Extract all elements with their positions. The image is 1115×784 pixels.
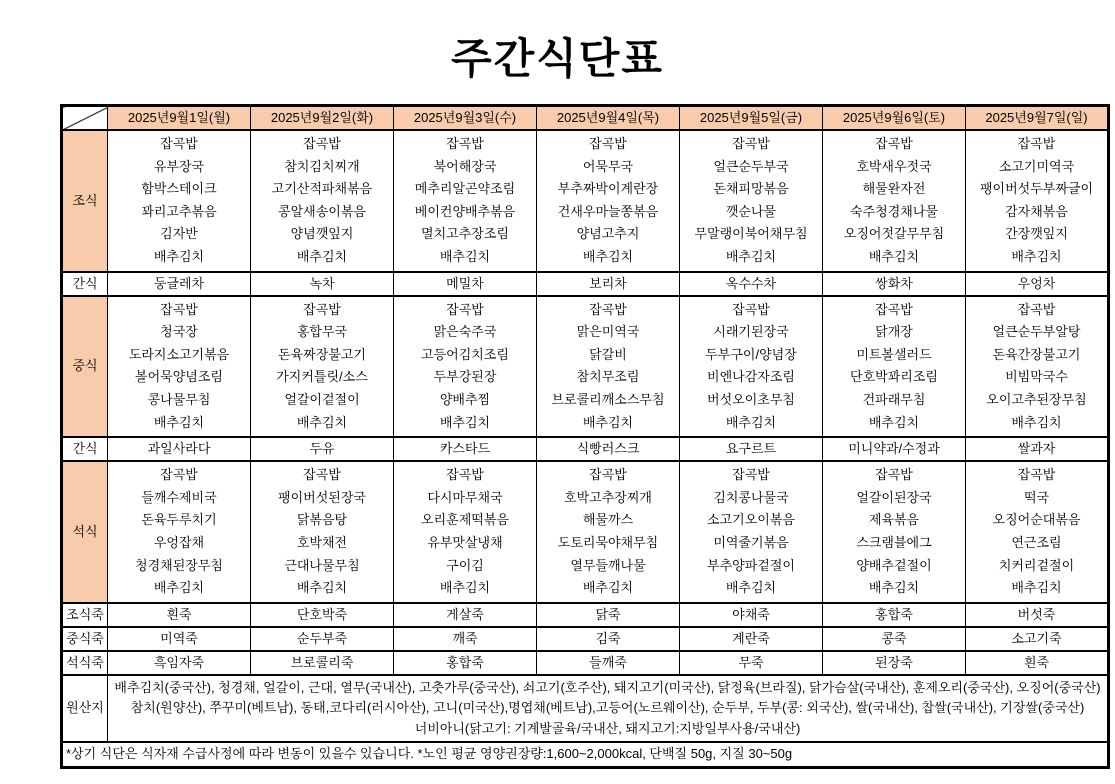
- menu-item: 잡곡밥: [303, 136, 341, 151]
- single-cell: 들깨죽: [537, 651, 680, 675]
- menu-item: 배추김치: [1011, 248, 1062, 264]
- origin-line: 배추김치(중국산), 청경채, 얼갈이, 근대, 열무(국내산), 고춧가루(중국산), 쇠고기(호주산), 돼지고기(미국산), 닭정육(브라질), 닭가슴살(국내산), 훈제오리(중국산), 오징어(중국산): [114, 679, 1101, 695]
- menu-item: 구이김: [446, 557, 484, 573]
- menu-item: 청국장: [160, 324, 198, 340]
- origin-line: 너비아니(닭고기: 기계발골육/국내산, 돼지고기:지방일부사용/국내산): [414, 720, 801, 736]
- menu-cell: [251, 461, 394, 603]
- single-cell: 녹차: [251, 272, 394, 296]
- section-row-조식죽: [62, 603, 1109, 627]
- menu-item: 배추김치: [725, 414, 777, 430]
- row-label: 조식: [62, 130, 108, 272]
- menu-item: 해물까스: [582, 512, 634, 528]
- menu-item: 얼큰순두부알탕: [992, 324, 1081, 340]
- menu-item: 오이고추된장무침: [986, 391, 1087, 407]
- menu-item: 잡곡밥: [446, 136, 484, 151]
- menu-item: 스크램블에그: [856, 534, 932, 550]
- menu-cell: [394, 461, 537, 603]
- menu-item: 감자채볶음: [1005, 203, 1068, 219]
- menu-item: 양배추찜: [439, 391, 491, 407]
- menu-item: 배추김치: [582, 414, 634, 430]
- row-label: 중식죽: [62, 627, 108, 651]
- menu-item: 돈육간장불고기: [992, 346, 1081, 362]
- menu-item: 잡곡밥: [303, 301, 341, 317]
- menu-item: 오징어젓갈무무침: [843, 226, 945, 242]
- menu-item: 잡곡밥: [446, 301, 484, 317]
- menu-item: 무말랭이북어채무침: [694, 226, 808, 242]
- single-cell: 두유: [251, 437, 394, 461]
- single-cell: 야채죽: [680, 603, 823, 627]
- menu-item: 떡국: [1023, 489, 1050, 505]
- menu-item: 돈육짜장불고기: [278, 346, 366, 362]
- menu-item: 잡곡밥: [732, 136, 770, 151]
- menu-item: 치커리겉절이: [998, 557, 1075, 573]
- menu-item: 얼갈이겉절이: [284, 391, 360, 407]
- single-cell: 식빵러스크: [537, 437, 680, 461]
- menu-item: 배추김치: [296, 414, 348, 430]
- menu-item: 팽이버섯두부짜글이: [979, 181, 1094, 197]
- menu-item: 배추김치: [439, 580, 491, 596]
- section-row-석식: [62, 461, 1109, 603]
- date-header: 2025년9월4일(목): [537, 106, 680, 131]
- single-cell: 홍합죽: [823, 603, 966, 627]
- row-label: 석식: [62, 461, 108, 603]
- menu-item: 버섯오이초무침: [707, 391, 795, 407]
- section-row-석식죽: [62, 651, 1109, 675]
- menu-item: 김자반: [160, 226, 198, 242]
- menu-cell: [108, 461, 251, 603]
- menu-item: 고기산적파채볶음: [271, 181, 373, 197]
- section-row-중식죽: [62, 627, 1109, 651]
- footnote-row: [62, 742, 1109, 767]
- menu-item: 배추김치: [868, 248, 920, 264]
- menu-cell: [823, 461, 966, 603]
- menu-item: 오징어순대볶음: [992, 512, 1081, 528]
- menu-item: 배추김치: [153, 580, 205, 596]
- menu-item: 잡곡밥: [875, 301, 913, 317]
- menu-item: 배추김치: [868, 414, 920, 430]
- menu-item: 돈육두루치기: [141, 512, 217, 528]
- date-header: 2025년9월1일(월): [108, 106, 251, 131]
- menu-item: 잡곡밥: [303, 467, 341, 483]
- menu-item: 팽이버섯된장국: [278, 489, 366, 505]
- menu-cell: [537, 130, 680, 272]
- single-cell: 과일사라다: [108, 437, 251, 461]
- section-row-중식: [62, 296, 1109, 438]
- menu-item: 우엉잡채: [153, 534, 205, 550]
- menu-item: 호박고추장찌개: [564, 489, 652, 505]
- date-header: 2025년9월3일(수): [394, 106, 537, 131]
- corner-cell: [62, 106, 108, 131]
- menu-item: 배추김치: [439, 248, 491, 264]
- menu-item: 배추김치: [296, 248, 348, 264]
- menu-item: 닭개장: [875, 324, 913, 340]
- menu-item: 간장깻잎지: [1005, 226, 1068, 242]
- menu-item: 잡곡밥: [160, 467, 198, 483]
- menu-item: 연근조림: [1011, 534, 1062, 550]
- menu-item: 어묵무국: [582, 158, 634, 174]
- single-cell: 계란죽: [680, 627, 823, 651]
- menu-item: 배추김치: [439, 414, 491, 430]
- section-row-간식: [62, 272, 1109, 296]
- single-cell: 쌍화차: [823, 272, 966, 296]
- menu-item: 잡곡밥: [589, 136, 627, 151]
- menu-item: 잡곡밥: [1017, 467, 1056, 483]
- origin-line: 참치(원양산), 쭈꾸미(베트남), 동태,코다리(러시아산), 고니(미국산),명엽채(베트남),고등어(노르웨이산), 순두부, 두부(콩: 외국산), 쌀(국내산), 찹쌀(국내산), 기장쌀(중국산): [130, 700, 1085, 716]
- menu-cell: [394, 130, 537, 272]
- menu-item: 배추김치: [153, 248, 205, 264]
- footnote: *상기 식단은 식자재 수급사정에 따라 변동이 있을수 있습니다. *노인 평균 영양권장량:1,600~2,000kcal, 단백질 50g, 지질 30~50g: [62, 742, 1109, 767]
- menu-item: 잡곡밥: [160, 301, 198, 317]
- menu-item: 열무들깨나물: [570, 557, 646, 573]
- menu-item: 함박스테이크: [141, 181, 217, 197]
- menu-item: 맑은숙주국: [433, 324, 497, 340]
- menu-item: 김치콩나물국: [713, 489, 789, 505]
- menu-item: 깻순나물: [725, 203, 777, 219]
- menu-item: 숙주청경채나물: [850, 203, 938, 219]
- menu-item: 배추김치: [1011, 580, 1062, 596]
- section-row-간식: [62, 437, 1109, 461]
- single-cell: 김죽: [537, 627, 680, 651]
- menu-item: 얼갈이된장국: [856, 489, 932, 505]
- menu-item: 양념깻잎지: [290, 226, 354, 242]
- menu-item: 배추김치: [868, 580, 920, 596]
- single-cell: 옥수수차: [680, 272, 823, 296]
- menu-item: 배추김치: [153, 414, 205, 430]
- single-cell: 홍합죽: [394, 651, 537, 675]
- menu-item: 비엔나감자조림: [707, 369, 795, 385]
- menu-item: 돈채피망볶음: [713, 181, 789, 197]
- single-cell: 된장죽: [823, 651, 966, 675]
- menu-item: 북어해장국: [433, 158, 497, 174]
- date-header: 2025년9월5일(금): [680, 106, 823, 131]
- menu-item: 배추김치: [582, 580, 634, 596]
- single-cell: 무죽: [680, 651, 823, 675]
- date-header: 2025년9월7일(일): [966, 106, 1109, 131]
- single-cell: 카스타드: [394, 437, 537, 461]
- menu-item: 홍합무국: [296, 324, 348, 340]
- menu-item: 베이컨양배추볶음: [414, 203, 516, 219]
- single-cell: 미역죽: [108, 627, 251, 651]
- single-cell: 버섯죽: [966, 603, 1109, 627]
- menu-item: 도라지소고기볶음: [128, 346, 230, 362]
- origin-cell: [108, 675, 1109, 743]
- menu-item: 닭볶음탕: [296, 512, 348, 528]
- row-label: 중식: [62, 296, 108, 438]
- menu-item: 도토리묵야채무침: [557, 534, 659, 550]
- single-cell: 흰죽: [966, 651, 1109, 675]
- menu-item: 콩나물무침: [147, 391, 211, 407]
- menu-cell: [680, 296, 823, 438]
- menu-item: 잡곡밥: [875, 136, 913, 151]
- menu-item: 잡곡밥: [446, 467, 484, 483]
- menu-cell: [537, 296, 680, 438]
- single-cell: 보리차: [537, 272, 680, 296]
- menu-item: 건파래무침: [862, 391, 926, 407]
- menu-item: 배추김치: [725, 248, 777, 264]
- menu-item: 소고기오이볶음: [707, 512, 795, 528]
- menu-item: 근대나물무침: [284, 557, 360, 573]
- menu-cell: [394, 296, 537, 438]
- menu-cell: [823, 130, 966, 272]
- menu-item: 배추김치: [725, 580, 777, 596]
- menu-cell: [966, 461, 1109, 603]
- single-cell: 미니약과/수정과: [823, 437, 966, 461]
- menu-item: 잡곡밥: [1017, 301, 1056, 317]
- menu-cell: [108, 130, 251, 272]
- menu-item: 잡곡밥: [589, 301, 627, 317]
- date-header: 2025년9월2일(화): [251, 106, 394, 131]
- menu-item: 참치김치찌개: [284, 158, 360, 174]
- menu-item: 들깨수제비국: [141, 489, 217, 505]
- menu-item: 볼어묵양념조림: [135, 369, 223, 385]
- single-cell: 둥글레차: [108, 272, 251, 296]
- menu-item: 배추김치: [1011, 414, 1062, 430]
- single-cell: 쌀과자: [966, 437, 1109, 461]
- menu-item: 양념고추지: [576, 226, 640, 242]
- single-cell: 단호박죽: [251, 603, 394, 627]
- menu-item: 잡곡밥: [875, 467, 913, 483]
- menu-item: 고등어김치조림: [421, 346, 509, 362]
- row-label: 조식죽: [62, 603, 108, 627]
- menu-item: 두부강된장: [433, 369, 497, 385]
- single-cell: 흑임자죽: [108, 651, 251, 675]
- menu-item: 잡곡밥: [1017, 136, 1056, 151]
- row-label: 석식죽: [62, 651, 108, 675]
- single-cell: 순두부죽: [251, 627, 394, 651]
- menu-cell: [251, 296, 394, 438]
- menu-item: 잡곡밥: [732, 301, 770, 317]
- menu-cell: [108, 296, 251, 438]
- menu-item: 미트볼샐러드: [856, 346, 932, 362]
- menu-item: 부추양파겉절이: [707, 557, 795, 573]
- menu-item: 잡곡밥: [732, 467, 770, 483]
- menu-item: 배추김치: [582, 248, 634, 264]
- menu-item: 건새우마늘쫑볶음: [557, 203, 659, 219]
- single-cell: 우엉차: [966, 272, 1109, 296]
- menu-item: 브로콜리깨소스무침: [551, 391, 665, 407]
- section-row-조식: [62, 130, 1109, 272]
- menu-cell: [966, 130, 1109, 272]
- menu-item: 유부장국: [153, 158, 205, 174]
- menu-item: 두부구이/양념장: [705, 346, 797, 362]
- menu-item: 부추짜박이계란장: [557, 181, 659, 197]
- single-cell: 게살죽: [394, 603, 537, 627]
- menu-item: 호박새우젓국: [856, 158, 932, 174]
- menu-item: 맑은미역국: [576, 324, 640, 340]
- menu-item: 시래기된장국: [713, 324, 789, 340]
- menu-item: 콩알새송이볶음: [278, 203, 366, 219]
- date-header-row: [62, 106, 1109, 131]
- single-cell: 콩죽: [823, 627, 966, 651]
- page-title: 주간식단표: [451, 35, 664, 82]
- menu-item: 소고기미역국: [998, 158, 1075, 174]
- menu-cell: [966, 296, 1109, 438]
- menu-item: 호박채전: [296, 534, 348, 550]
- menu-item: 해물완자전: [862, 181, 926, 197]
- menu-cell: [251, 130, 394, 272]
- row-label: 간식: [62, 437, 108, 461]
- menu-item: 제육볶음: [868, 512, 920, 528]
- menu-cell: [823, 296, 966, 438]
- single-cell: 요구르트: [680, 437, 823, 461]
- menu-item: 멸치고추장조림: [421, 226, 509, 242]
- menu-cell: [680, 461, 823, 603]
- menu-item: 청경채된장무침: [135, 557, 223, 573]
- date-header: 2025년9월6일(토): [823, 106, 966, 131]
- menu-item: 오리훈제떡볶음: [421, 512, 509, 528]
- menu-item: 다시마무채국: [427, 489, 503, 505]
- menu-item: 참치무조림: [576, 369, 640, 385]
- menu-cell: [680, 130, 823, 272]
- menu-item: 가지커틀릿/소스: [276, 369, 368, 385]
- single-cell: 깨죽: [394, 627, 537, 651]
- menu-item: 잡곡밥: [160, 136, 198, 151]
- menu-item: 미역줄기볶음: [713, 534, 789, 550]
- meal-plan-table: [60, 104, 1110, 769]
- menu-cell: [537, 461, 680, 603]
- menu-item: 잡곡밥: [589, 467, 627, 483]
- menu-item: 비빔막국수: [1005, 369, 1068, 385]
- menu-item: 얼큰순두부국: [713, 158, 789, 174]
- menu-item: 양배추겉절이: [856, 557, 932, 573]
- single-cell: 흰죽: [108, 603, 251, 627]
- single-cell: 소고기죽: [966, 627, 1109, 651]
- row-label: 원산지: [62, 675, 108, 743]
- menu-item: 단호박꽈리조림: [850, 369, 938, 385]
- menu-item: 닭갈비: [589, 346, 627, 362]
- row-label: 간식: [62, 272, 108, 296]
- single-cell: 브로콜리죽: [251, 651, 394, 675]
- menu-item: 배추김치: [296, 580, 348, 596]
- single-cell: 메밀차: [394, 272, 537, 296]
- single-cell: 닭죽: [537, 603, 680, 627]
- section-row-원산지: [62, 675, 1109, 743]
- menu-item: 메추리알곤약조림: [414, 181, 516, 197]
- menu-item: 꽈리고추볶음: [141, 203, 217, 219]
- menu-item: 유부맛살냉채: [427, 534, 503, 550]
